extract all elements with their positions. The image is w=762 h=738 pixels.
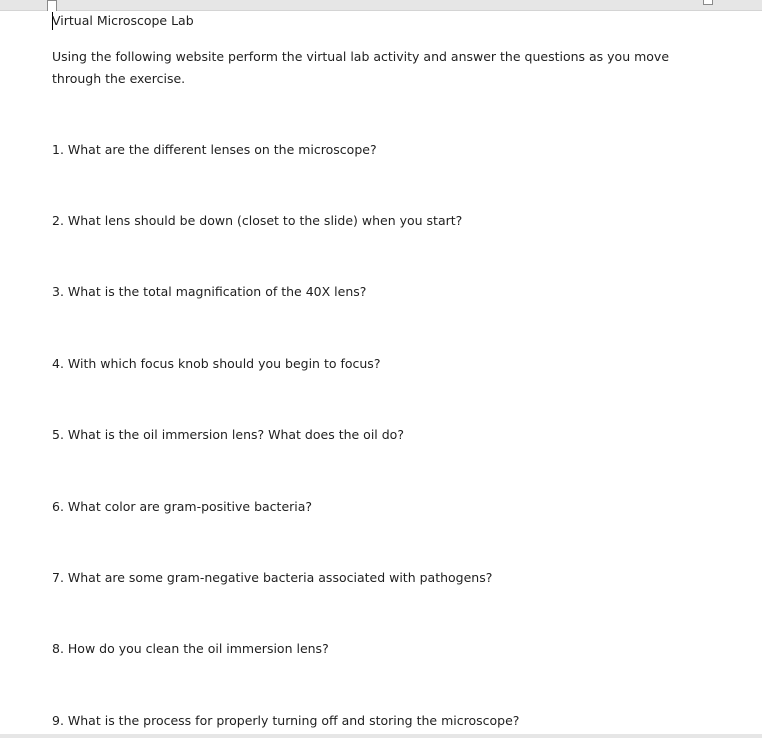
question-9: 9. What is the process for properly turning off and storing the microscope?	[52, 713, 520, 728]
question-5: 5. What is the oil immersion lens? What does the oil do?	[52, 427, 404, 442]
question-7: 7. What are some gram-negative bacteria associated with pathogens?	[52, 570, 493, 585]
question-2: 2. What lens should be down (closet to the slide) when you start?	[52, 213, 463, 228]
question-6: 6. What color are gram-positive bacteria?	[52, 499, 313, 514]
page-bottom-gap	[0, 734, 762, 738]
question-3: 3. What is the total magnification of the 40X lens?	[52, 284, 367, 299]
document-title: Virtual Microscope Lab	[52, 13, 194, 28]
margin-crop-mark-icon	[703, 0, 713, 5]
question-4: 4. With which focus knob should you begin to focus?	[52, 356, 381, 371]
question-8: 8. How do you clean the oil immersion lens?	[52, 641, 329, 656]
intro-paragraph: Using the following website perform the virtual lab activity and answer the questions as you move through the exercise.	[52, 49, 670, 86]
question-1: 1. What are the different lenses on the microscope?	[52, 142, 377, 157]
